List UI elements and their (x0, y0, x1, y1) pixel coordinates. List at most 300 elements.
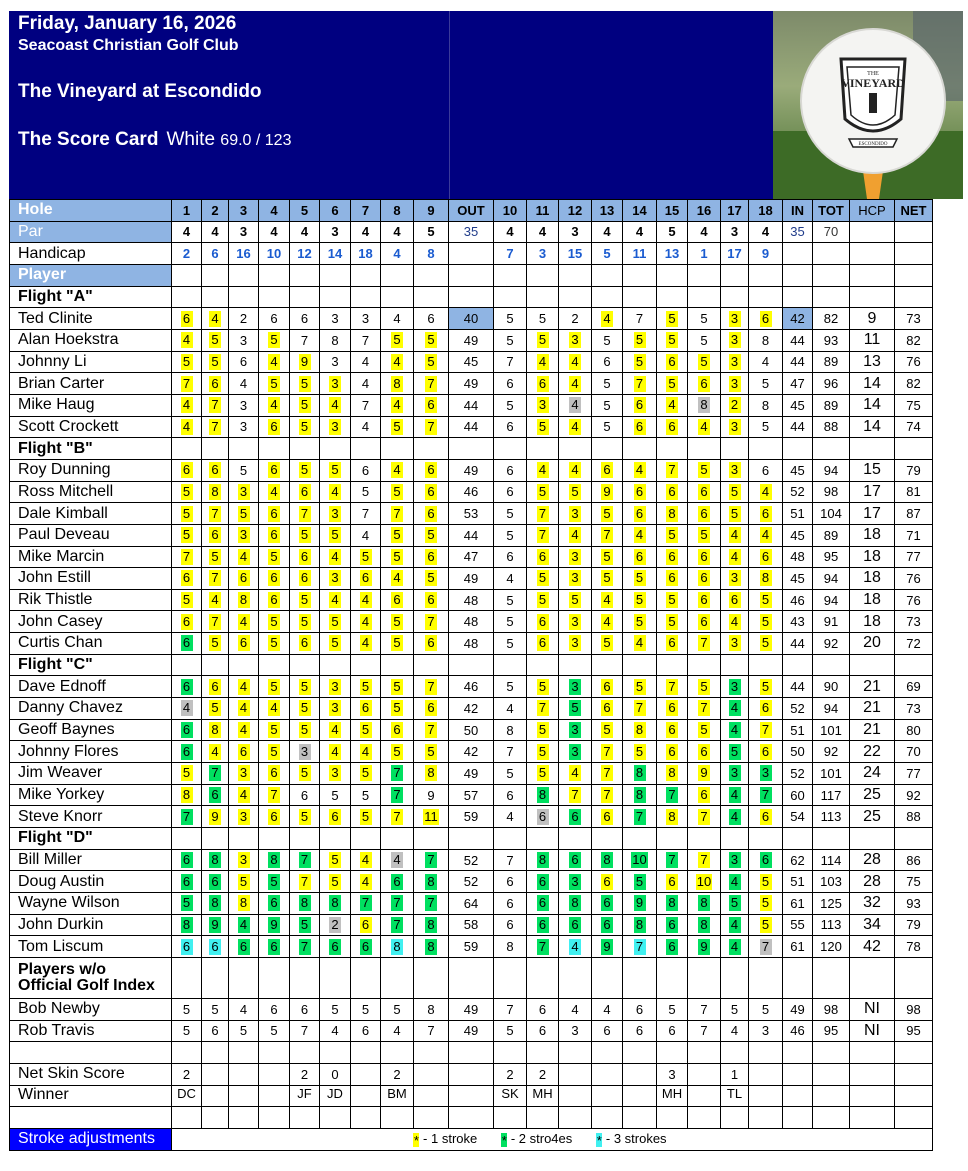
player-name: Ted Clinite (10, 308, 172, 330)
score-cell: 88 (813, 416, 850, 438)
score-cell (527, 698, 559, 720)
player-row (10, 394, 933, 416)
adjusted-score: 4 (391, 354, 403, 370)
skins-row (10, 1063, 933, 1085)
score-cell: 69 (895, 676, 933, 698)
score-cell (688, 763, 721, 785)
handicap-cell: 12 (290, 243, 320, 265)
skins-cell (414, 1063, 449, 1085)
adjusted-score: 5 (634, 354, 646, 370)
player-name: Rob Travis (10, 1020, 172, 1042)
handicap-cell (449, 243, 494, 265)
score-cell (657, 806, 688, 828)
flight-empty-cell (381, 654, 414, 676)
flight-row (10, 654, 933, 676)
score-cell: 34 (850, 914, 895, 936)
adjusted-score: 7 (698, 700, 710, 716)
score-cell (559, 871, 592, 893)
adjusted-score: 7 (537, 527, 549, 543)
adjusted-score: 6 (760, 809, 772, 825)
score-cell (559, 676, 592, 698)
adjusted-score: 5 (329, 874, 341, 890)
player-header-empty-cell (351, 264, 381, 286)
score-cell: 46 (449, 481, 494, 503)
adjusted-score: 3 (569, 635, 581, 651)
adjusted-score: 8 (537, 787, 549, 803)
no-index-empty-cell (850, 957, 895, 998)
score-cell (414, 611, 449, 633)
score-cell (202, 633, 229, 655)
score-cell (414, 568, 449, 590)
adjusted-score: 4 (698, 419, 710, 435)
score-cell (688, 546, 721, 568)
score-cell (657, 373, 688, 395)
player-row (10, 719, 933, 741)
score-cell (320, 676, 351, 698)
adjusted-score: 6 (634, 549, 646, 565)
score-cell (172, 936, 202, 958)
adjusted-score: 4 (729, 722, 741, 738)
adjusted-score: 4 (601, 614, 613, 630)
score-cell: 42 (783, 308, 813, 330)
score-cell (351, 893, 381, 915)
score-cell: 78 (895, 936, 933, 958)
score-cell: 3 (351, 308, 381, 330)
score-cell (414, 394, 449, 416)
skins-cell: 3 (657, 1063, 688, 1085)
score-cell: 32 (850, 893, 895, 915)
adjusted-score: 6 (698, 484, 710, 500)
player-name: John Durkin (10, 914, 172, 936)
adjusted-score: 4 (537, 354, 549, 370)
adjusted-score: 5 (209, 549, 221, 565)
score-cell (229, 568, 259, 590)
spacer-empty-cell (172, 1042, 202, 1064)
score-cell: 6 (494, 914, 527, 936)
score-cell (623, 806, 657, 828)
adjusted-score: 5 (601, 722, 613, 738)
score-cell: 5 (229, 459, 259, 481)
adjusted-score: 6 (601, 700, 613, 716)
adjusted-score: 5 (181, 765, 193, 781)
score-cell (381, 481, 414, 503)
adjusted-score: 4 (601, 592, 613, 608)
adjusted-score: 5 (238, 506, 250, 522)
adjusted-score: 5 (425, 744, 437, 760)
score-cell (414, 329, 449, 351)
adjusted-score: 5 (760, 874, 772, 890)
score-cell (721, 871, 749, 893)
no-index-empty-cell (813, 957, 850, 998)
score-cell (721, 763, 749, 785)
adjusted-score: 4 (209, 592, 221, 608)
flight-empty-cell (559, 828, 592, 850)
adjusted-score: 6 (666, 939, 678, 955)
winner-cell: MH (657, 1085, 688, 1107)
adjusted-score: 3 (329, 765, 341, 781)
column-header-18: 18 (749, 200, 783, 222)
score-cell (172, 763, 202, 785)
skins-cell: 2 (381, 1063, 414, 1085)
adjusted-score: 2 (729, 397, 741, 413)
skins-cell (592, 1063, 623, 1085)
legend-swatch: * (413, 1133, 419, 1149)
score-cell (229, 524, 259, 546)
adjusted-score: 5 (181, 592, 193, 608)
score-cell: 7 (494, 849, 527, 871)
adjusted-score: 3 (569, 506, 581, 522)
adjusted-score: 5 (299, 679, 311, 695)
adjusted-score: 3 (238, 527, 250, 543)
score-cell: 4 (749, 351, 783, 373)
score-cell: 6 (229, 351, 259, 373)
adjusted-score: 4 (360, 635, 372, 651)
scorecard-header (9, 11, 963, 199)
adjusted-score: 3 (729, 332, 741, 348)
flight-empty-cell (850, 438, 895, 460)
adjusted-score: 5 (537, 332, 549, 348)
adjusted-score: 7 (698, 635, 710, 651)
flight-empty-cell (721, 438, 749, 460)
adjusted-score: 6 (537, 614, 549, 630)
adjusted-score: 5 (569, 700, 581, 716)
score-cell (320, 481, 351, 503)
score-cell: 7 (494, 998, 527, 1020)
par-row (10, 221, 933, 243)
score-cell (290, 568, 320, 590)
skins-cell (202, 1063, 229, 1085)
par-cell: 4 (749, 221, 783, 243)
player-header-empty-cell (657, 264, 688, 286)
adjusted-score: 6 (268, 895, 280, 911)
score-cell: 62 (783, 849, 813, 871)
player-row (10, 893, 933, 915)
player-row (10, 676, 933, 698)
handicap-cell: 1 (688, 243, 721, 265)
winner-cell (259, 1085, 290, 1107)
adjusted-score: 5 (760, 679, 772, 695)
score-cell (749, 676, 783, 698)
adjusted-score: 5 (268, 722, 280, 738)
no-index-empty-cell (290, 957, 320, 998)
score-cell (592, 784, 623, 806)
score-cell: 8 (414, 998, 449, 1020)
player-header-empty-cell (414, 264, 449, 286)
score-cell: 21 (850, 676, 895, 698)
score-cell (749, 763, 783, 785)
score-cell: 44 (449, 524, 494, 546)
score-cell (559, 481, 592, 503)
flight-empty-cell (721, 286, 749, 308)
score-cell (351, 719, 381, 741)
spacer-empty-cell (592, 1107, 623, 1129)
score-cell (688, 416, 721, 438)
score-cell: 28 (850, 871, 895, 893)
flight-empty-cell (850, 654, 895, 676)
score-cell (559, 633, 592, 655)
adjusted-score: 3 (760, 765, 772, 781)
flight-empty-cell (229, 438, 259, 460)
score-cell: 18 (850, 568, 895, 590)
adjusted-score: 8 (181, 787, 193, 803)
handicap-cell: 5 (592, 243, 623, 265)
score-cell (229, 849, 259, 871)
player-header-empty-cell (813, 264, 850, 286)
score-cell (172, 546, 202, 568)
par-cell: 4 (202, 221, 229, 243)
score-cell: 64 (449, 893, 494, 915)
score-cell: 6 (290, 308, 320, 330)
score-cell (381, 893, 414, 915)
score-cell: 49 (449, 329, 494, 351)
adjusted-score: 3 (329, 700, 341, 716)
score-cell: 4 (229, 998, 259, 1020)
adjusted-score: 3 (729, 376, 741, 392)
adjusted-score: 5 (601, 570, 613, 586)
winner-cell (850, 1085, 895, 1107)
score-cell (202, 806, 229, 828)
player-header-empty-cell (381, 264, 414, 286)
no-index-empty-cell (657, 957, 688, 998)
score-cell (320, 633, 351, 655)
score-cell: 5 (172, 998, 202, 1020)
score-cell (290, 459, 320, 481)
score-cell (688, 568, 721, 590)
score-cell: 18 (850, 524, 895, 546)
adjusted-score: 3 (729, 570, 741, 586)
adjusted-score: 4 (391, 852, 403, 868)
adjusted-score: 4 (391, 570, 403, 586)
adjusted-score: 7 (666, 852, 678, 868)
score-cell: 47 (783, 373, 813, 395)
handicap-label: Handicap (10, 243, 172, 265)
score-cell: 76 (895, 568, 933, 590)
spacer-empty-cell (559, 1107, 592, 1129)
score-cell: 4 (320, 1020, 351, 1042)
flight-empty-cell (320, 654, 351, 676)
score-cell (229, 481, 259, 503)
adjusted-score: 4 (391, 462, 403, 478)
score-cell: 117 (813, 784, 850, 806)
score-cell: 49 (783, 998, 813, 1020)
handicap-cell (783, 243, 813, 265)
handicap-cell: 6 (202, 243, 229, 265)
adjusted-score: 4 (181, 332, 193, 348)
score-cell (749, 568, 783, 590)
adjusted-score: 5 (569, 592, 581, 608)
score-cell: 60 (783, 784, 813, 806)
score-cell (259, 611, 290, 633)
winner-label: Winner (10, 1085, 172, 1107)
score-cell: 104 (813, 503, 850, 525)
score-cell (320, 893, 351, 915)
score-cell (688, 741, 721, 763)
adjusted-score: 7 (569, 787, 581, 803)
player-header-empty-cell (494, 264, 527, 286)
column-header-3: 3 (229, 200, 259, 222)
score-cell (320, 914, 351, 936)
adjusted-score: 3 (569, 332, 581, 348)
score-cell: 86 (895, 849, 933, 871)
flight-empty-cell (202, 654, 229, 676)
adjusted-score: 4 (238, 787, 250, 803)
score-cell (414, 676, 449, 698)
player-row (10, 936, 933, 958)
adjusted-score: 5 (666, 311, 678, 327)
score-cell (657, 784, 688, 806)
adjusted-score: 6 (299, 635, 311, 651)
score-cell (721, 784, 749, 806)
score-cell (172, 676, 202, 698)
adjusted-score: 5 (537, 419, 549, 435)
adjusted-score: 6 (569, 852, 581, 868)
score-cell (623, 416, 657, 438)
legend-item (501, 1131, 573, 1149)
score-cell (592, 914, 623, 936)
adjusted-score: 7 (209, 570, 221, 586)
skins-cell (813, 1063, 850, 1085)
adjusted-score: 6 (666, 570, 678, 586)
score-cell (381, 416, 414, 438)
spacer-empty-cell (895, 1107, 933, 1129)
no-index-empty-cell (783, 957, 813, 998)
adjusted-score: 5 (329, 462, 341, 478)
adjusted-score: 7 (698, 809, 710, 825)
score-cell: 6 (592, 1020, 623, 1042)
adjusted-score: 6 (729, 592, 741, 608)
score-cell (721, 849, 749, 871)
score-cell: 25 (850, 806, 895, 828)
score-cell (623, 719, 657, 741)
score-cell (290, 871, 320, 893)
adjusted-score: 8 (634, 787, 646, 803)
score-cell: 15 (850, 459, 895, 481)
score-cell: 44 (449, 394, 494, 416)
adjusted-score: 2 (329, 917, 341, 933)
score-cell (592, 459, 623, 481)
column-header-14: 14 (623, 200, 657, 222)
score-cell (414, 893, 449, 915)
player-header-empty-cell (259, 264, 290, 286)
column-header-9: 9 (414, 200, 449, 222)
score-cell: 59 (449, 806, 494, 828)
score-cell: 94 (813, 459, 850, 481)
score-cell (527, 611, 559, 633)
score-cell: 5 (494, 611, 527, 633)
winner-row (10, 1085, 933, 1107)
flight-empty-cell (623, 828, 657, 850)
score-cell (290, 611, 320, 633)
no-index-empty-cell (688, 957, 721, 998)
adjusted-score: 9 (299, 354, 311, 370)
flight-name: Flight "D" (10, 828, 172, 850)
score-cell (414, 741, 449, 763)
adjusted-score: 6 (601, 462, 613, 478)
date-title: Friday, January 16, 2026 (18, 13, 237, 34)
score-cell (559, 806, 592, 828)
score-cell (320, 416, 351, 438)
score-cell: 76 (895, 351, 933, 373)
adjusted-score: 7 (634, 700, 646, 716)
score-cell: 42 (850, 936, 895, 958)
adjusted-score: 6 (569, 809, 581, 825)
score-cell (749, 546, 783, 568)
score-cell: 5 (688, 329, 721, 351)
score-cell: 91 (813, 611, 850, 633)
adjusted-score: 5 (181, 354, 193, 370)
score-cell (414, 763, 449, 785)
hole-label: Hole (10, 200, 172, 222)
score-cell (559, 394, 592, 416)
adjusted-score: 6 (666, 874, 678, 890)
score-cell: 89 (813, 524, 850, 546)
score-cell (351, 741, 381, 763)
flight-empty-cell (749, 654, 783, 676)
score-cell: 7 (414, 1020, 449, 1042)
adjusted-score: 5 (299, 592, 311, 608)
adjusted-score: 6 (601, 874, 613, 890)
handicap-cell: 8 (414, 243, 449, 265)
score-cell: 5 (592, 329, 623, 351)
adjusted-score: 4 (729, 874, 741, 890)
adjusted-score: 6 (634, 397, 646, 413)
score-cell (527, 893, 559, 915)
score-cell (527, 676, 559, 698)
skins-cell: 2 (172, 1063, 202, 1085)
score-cell (688, 633, 721, 655)
score-cell (229, 893, 259, 915)
spacer-cell (10, 1042, 172, 1064)
score-cell (592, 849, 623, 871)
score-cell (559, 568, 592, 590)
score-cell (721, 308, 749, 330)
score-cell (688, 914, 721, 936)
adjusted-score: 4 (238, 679, 250, 695)
adjusted-score: 4 (238, 549, 250, 565)
adjusted-score: 5 (698, 354, 710, 370)
adjusted-score: 4 (360, 874, 372, 890)
flight-empty-cell (850, 828, 895, 850)
score-cell (381, 503, 414, 525)
score-cell: 77 (895, 763, 933, 785)
adjusted-score: 3 (729, 462, 741, 478)
spacer-empty-cell (850, 1107, 895, 1129)
score-cell (229, 871, 259, 893)
score-cell (381, 698, 414, 720)
player-name: Brian Carter (10, 373, 172, 395)
adjusted-score: 5 (181, 484, 193, 500)
score-cell (592, 698, 623, 720)
par-cell: 4 (351, 221, 381, 243)
flight-empty-cell (623, 654, 657, 676)
no-index-empty-cell (494, 957, 527, 998)
score-cell (688, 524, 721, 546)
no-index-empty-cell (202, 957, 229, 998)
score-cell: 120 (813, 936, 850, 958)
no-index-empty-cell (449, 957, 494, 998)
score-cell: 44 (449, 416, 494, 438)
score-cell (381, 568, 414, 590)
score-cell (259, 784, 290, 806)
score-cell (320, 806, 351, 828)
spacer-empty-cell (202, 1042, 229, 1064)
score-cell: 6 (351, 459, 381, 481)
score-cell (172, 698, 202, 720)
adjusted-score: 5 (698, 679, 710, 695)
adjusted-score: 6 (181, 722, 193, 738)
score-cell (527, 481, 559, 503)
handicap-cell: 4 (381, 243, 414, 265)
